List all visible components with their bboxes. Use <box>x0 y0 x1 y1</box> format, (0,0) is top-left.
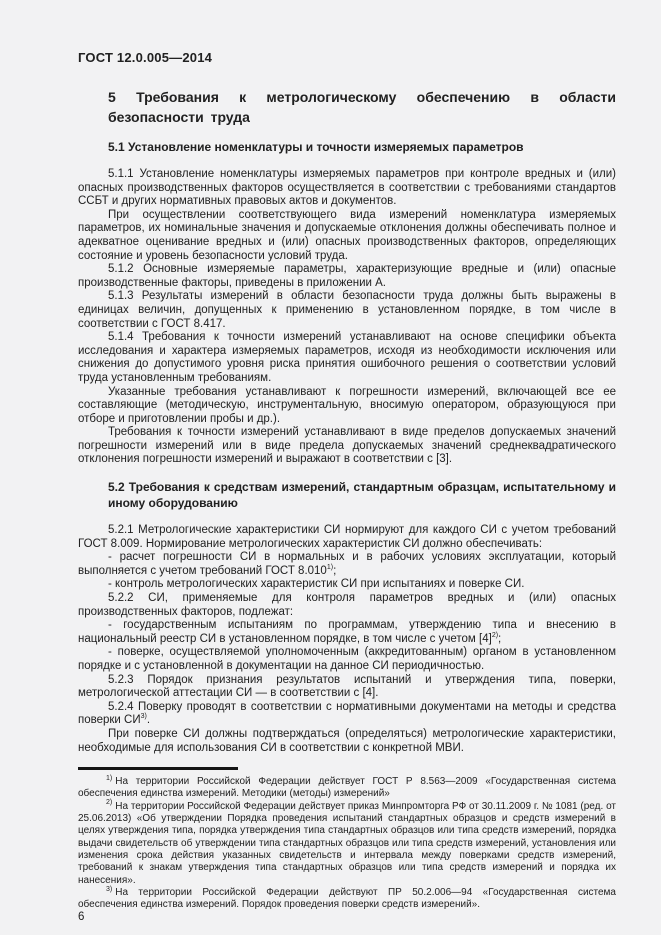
paragraph <box>78 331 616 385</box>
text-run: - расчет погрешности СИ в нормальных и в рабочих условиях эксплуатации, который выполняется с учетом требований ГОСТ 8.010 <box>78 551 616 577</box>
text-run: 5.1.1 Установление номенклатуры измеряемых параметров при контроле вредных и (или) опасных производственных факторов осуществляется в соответствии с требованиями стандартов ССБТ и других нормативных правовых актов и документов. <box>78 168 616 208</box>
text-run: - контроль метрологических характеристик СИ при испытаниях и поверке СИ. <box>108 578 525 591</box>
text-run: 5.1.2 Основные измеряемые параметры, характеризующие вредные и (или) опасные производственные факторы, приведены в приложении А. <box>78 263 616 289</box>
footnote-marker: 1) <box>106 774 113 782</box>
footnote <box>78 776 616 801</box>
footnote-text: На территории Российской Федерации действуют ПР 50.2.006—94 «Государственная система обеспечения единства измерений. Порядок проведения поверки средств измерений». <box>78 886 616 911</box>
text-run: - государственным испытаниям по программам, утверждению типа и внесению в национальный реестр СИ в установленном порядке, в том числе с учетом [4] <box>78 619 616 645</box>
text-run: ; <box>333 564 337 577</box>
paragraph <box>78 168 616 209</box>
footnotes-section <box>78 776 616 911</box>
footnote-ref: 1) <box>326 564 334 572</box>
paragraph <box>78 674 616 701</box>
footnote-marker: 2) <box>106 799 113 807</box>
paragraph <box>78 263 616 290</box>
footnote-text: На территории Российской Федерации действует приказ Минпромторга РФ от 30.11.2009 г. № 1081 (ред. от 25.06.2013) «Об утверждении Порядка проведения испытаний стандартных образцов и средств измерений в целях утверждения типа, порядка утверждения типа стандартных образцов или типа средств измерений, порядка выдачи свидетельств об утверждении типа стандартных образцов или типа средств измерений, установления или изменения срока действия указанных свидетельств и интервала между поверками средств измерений, требований к знакам утверждения типа стандартных образцов или типа средств измерений и порядка их нанесения». <box>78 800 616 886</box>
paragraph <box>78 386 616 427</box>
footnote <box>78 801 616 887</box>
paragraph <box>78 524 616 551</box>
page-number: 6 <box>78 911 85 924</box>
footnote-divider <box>78 767 238 770</box>
paragraph <box>78 290 616 331</box>
text-run: 5.2.4 Поверку проводят в соответствии с нормативными документами на методы и средства поверки СИ <box>78 700 616 727</box>
paragraph <box>78 619 616 646</box>
footnote <box>78 887 616 912</box>
text-run: 5.1.3 Результаты измерений в области безопасности труда должны быть выражены в единицах величин, допущенных к применению в установленном порядке, в том числе в соответствии с ГОСТ 8.417. <box>78 290 616 330</box>
text-run: 5.2.3 Порядок признания результатов испытаний и утверждения типа, поверки, метрологической аттестации СИ — в соответствии с [4]. <box>78 673 616 700</box>
footnote-marker: 3) <box>106 885 113 893</box>
section-heading: 5 Требования к метрологическому обеспечению в области безопасности труда <box>108 89 616 125</box>
paragraph <box>78 728 616 755</box>
subsection-heading: 5.2 Требования к средствам измерений, стандартным образцам, испытательному и иному оборудованию <box>108 480 616 511</box>
text-run: 5.2.2 СИ, применяемые для контроля параметров вредных и (или) опасных производственных факторов, подлежат: <box>78 592 616 618</box>
text-run: ; <box>498 632 502 645</box>
paragraph <box>78 209 616 263</box>
paragraph <box>78 578 616 592</box>
text-run: При поверке СИ должны подтверждаться (определяться) метрологические характеристики, необходимые для использования СИ в соответствии с конкретной МВИ. <box>78 727 616 754</box>
text-run: Требования к точности измерений устанавливают в виде пределов допускаемых значений погрешности измерений или в виде предела допускаемых значений среднеквадратического отклонения погрешности измерений и выражают в соответствии с [3]. <box>78 426 616 466</box>
text-run: 5.1.4 Требования к точности измерений устанавливают на основе специфики объекта исследования и характера измеряемых параметров, исходя из необходимости исключения или снижения до допустимого уровня риска принятия ошибочного решения о соответствии условий труда установленным требованиям. <box>78 331 616 384</box>
footnote-text: На территории Российской Федерации действует ГОСТ Р 8.563—2009 «Государственная система обеспечения единства измерений. Методики (методы) измерений» <box>78 776 616 800</box>
paragraph <box>78 551 616 578</box>
paragraph <box>78 701 616 728</box>
text-run: 5.2.1 Метрологические характеристики СИ нормируют для каждого СИ с учетом требований ГОСТ 8.009. Нормирование метрологических характеристик СИ должно обеспечивать: <box>78 524 616 550</box>
document-content <box>78 87 616 755</box>
paragraph <box>78 646 616 673</box>
paragraph <box>78 592 616 619</box>
text-run: - поверке, осуществляемой уполномоченным (аккредитованным) органом в установленном порядке и с установленной в документации на данное СИ периодичностью. <box>78 646 616 672</box>
text-run: При осуществлении соответствующего вида измерений номенклатура измеряемых параметров, их номинальные значения и допускаемые отклонения должны обеспечивать полное и адекватное оценивание вредных и (или) опасных производственных факторов, определяющих состояние и уровень безопасности условий труда. <box>78 208 616 262</box>
footnote-ref: 3) <box>140 713 147 721</box>
paragraph <box>78 426 616 467</box>
subsection-heading: 5.1 Установление номенклатуры и точности измеряемых параметров <box>108 140 524 154</box>
text-run: . <box>146 714 151 727</box>
footnote-ref: 2) <box>491 631 499 639</box>
document-header: ГОСТ 12.0.005—2014 <box>78 50 213 65</box>
text-run: Указанные требования устанавливают к погрешности измерений, включающей все ее составляющие (методическую, инструментальную, вносимую оператором, образующуюся при отборе и приготовлении пробы и др.). <box>78 385 616 425</box>
